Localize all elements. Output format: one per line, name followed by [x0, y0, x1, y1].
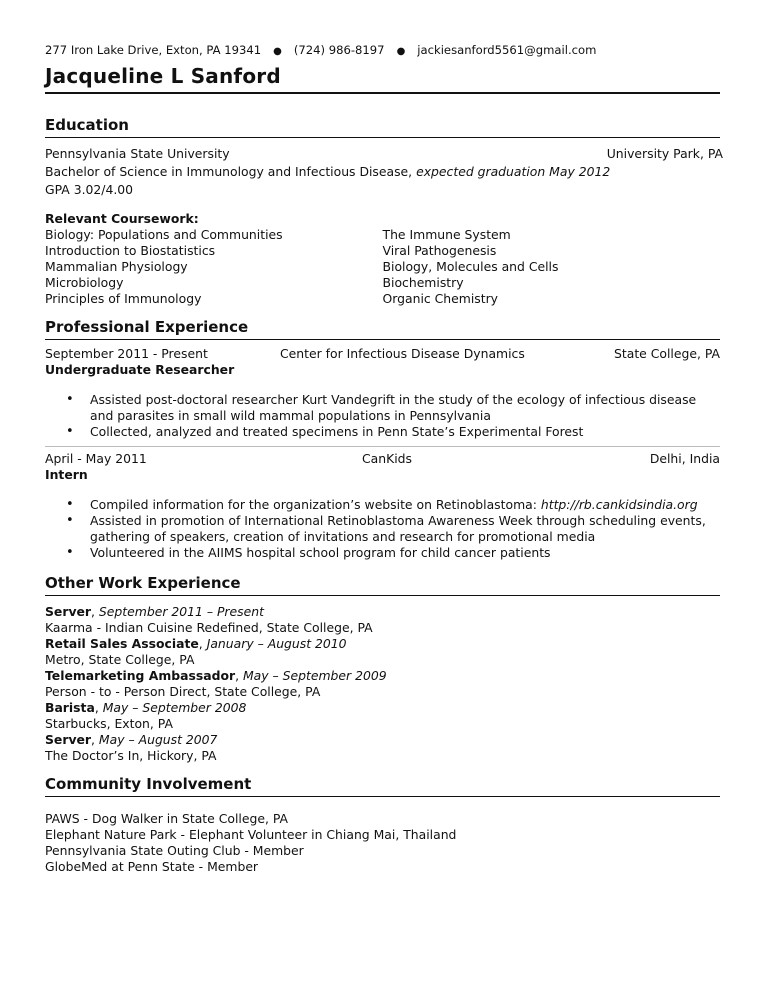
- job-bullet: • Collected, analyzed and treated specimens in Penn State’s Experimental Forest: [90, 424, 720, 440]
- gpa: GPA 3.02/4.00: [45, 182, 134, 197]
- work-dates: January – August 2010: [206, 636, 347, 651]
- job-divider: [45, 446, 720, 447]
- job-header-row: [45, 346, 720, 362]
- work-place: Person - to - Person Direct, State College, PA: [45, 684, 321, 699]
- job-bullets: [45, 497, 720, 561]
- graduation-date: expected graduation May 2012: [416, 164, 611, 179]
- work-item: Server, September 2011 – Present: [45, 604, 264, 619]
- school-row: [45, 146, 723, 162]
- job-bullet-text: Compiled information for the organization’s website on Retinoblastoma:: [90, 497, 541, 512]
- job-bullet: • Assisted in promotion of International Retinoblastoma Awareness Week through scheduling events, gathering of speakers, creation of invitations and research for promotional media: [90, 513, 720, 545]
- job-dates: April - May 2011: [45, 451, 147, 466]
- job-location: Delhi, India: [649, 451, 720, 466]
- section-divider: [45, 796, 720, 797]
- applicant-name: Jacqueline L Sanford: [45, 64, 281, 88]
- work-role: Server: [45, 732, 92, 747]
- section-title-education: Education: [45, 116, 129, 134]
- work-dates: May – September 2009: [242, 668, 387, 683]
- community-item: Elephant Nature Park - Elephant Volunteer in Chiang Mai, Thailand: [45, 827, 457, 842]
- work-dates: May – August 2007: [98, 732, 218, 747]
- course-item: Organic Chemistry: [382, 291, 499, 306]
- work-item: Barista, May – September 2008: [45, 700, 247, 715]
- section-divider: [45, 137, 720, 138]
- job-bullet: [90, 497, 720, 513]
- work-item: Retail Sales Associate, January – August 2010: [45, 636, 347, 651]
- job-location: State College, PA: [614, 346, 720, 361]
- section-title-other-work: Other Work Experience: [45, 574, 241, 592]
- work-place: The Doctor’s In, Hickory, PA: [45, 748, 217, 763]
- section-divider: [45, 339, 720, 340]
- work-item: Telemarketing Ambassador, May – September 2009: [45, 668, 387, 683]
- contact-address: 277 Iron Lake Drive, Exton, PA 19341: [45, 43, 262, 57]
- job-bullets: [45, 392, 720, 440]
- job-organization: Center for Infectious Disease Dynamics: [280, 346, 525, 361]
- job-header-row: [45, 451, 720, 467]
- section-divider: [45, 595, 720, 596]
- degree: Bachelor of Science in Immunology and Infectious Disease,: [45, 164, 413, 179]
- course-item: Microbiology: [45, 275, 124, 290]
- course-item: Mammalian Physiology: [45, 259, 188, 274]
- work-role: Server: [45, 604, 92, 619]
- work-role: Retail Sales Associate: [45, 636, 199, 651]
- job-role: Intern: [45, 467, 88, 482]
- separator-dot: ●: [396, 46, 406, 57]
- course-item: Biochemistry: [382, 275, 464, 290]
- work-role: Telemarketing Ambassador: [45, 668, 236, 683]
- course-item: Viral Pathogenesis: [382, 243, 497, 258]
- community-item: GlobeMed at Penn State - Member: [45, 859, 259, 874]
- section-title-professional: Professional Experience: [45, 318, 249, 336]
- job-role: Undergraduate Researcher: [45, 362, 235, 377]
- job-bullet: • Assisted post-doctoral researcher Kurt Vandegrift in the study of the ecology of infectious disease and parasites in small wild mammal populations in Pennsylvania: [90, 392, 720, 424]
- contact-phone: (724) 986-8197: [293, 43, 385, 57]
- work-place: Metro, State College, PA: [45, 652, 195, 667]
- coursework-right-column: [383, 227, 721, 307]
- coursework-label: Relevant Coursework:: [45, 211, 199, 226]
- work-role: Barista: [45, 700, 95, 715]
- contact-line: [45, 42, 720, 58]
- work-place: Kaarma - Indian Cuisine Redefined, State College, PA: [45, 620, 373, 635]
- course-item: Biology: Populations and Communities: [45, 227, 283, 242]
- work-place: Starbucks, Exton, PA: [45, 716, 173, 731]
- work-item: Server, May – August 2007: [45, 732, 218, 747]
- contact-email: jackiesanford5561@gmail.com: [417, 43, 597, 57]
- website-link[interactable]: http://rb.cankidsindia.org: [540, 497, 698, 512]
- work-dates: September 2011 – Present: [98, 604, 264, 619]
- coursework-left-column: [45, 227, 383, 307]
- school-name: Pennsylvania State University: [45, 146, 230, 161]
- resume-page: [45, 42, 723, 875]
- community-item: Pennsylvania State Outing Club - Member: [45, 843, 304, 858]
- course-item: Biology, Molecules and Cells: [382, 259, 559, 274]
- course-item: The Immune System: [382, 227, 511, 242]
- job-organization: CanKids: [362, 451, 412, 466]
- course-item: Introduction to Biostatistics: [45, 243, 216, 258]
- separator-dot: ●: [273, 46, 282, 57]
- section-title-community: Community Involvement: [45, 775, 252, 793]
- job-dates: September 2011 - Present: [45, 346, 208, 361]
- work-dates: May – September 2008: [102, 700, 247, 715]
- degree-line: [45, 164, 720, 180]
- school-location: University Park, PA: [606, 146, 723, 161]
- job-bullet: • Volunteered in the AIIMS hospital school program for child cancer patients: [90, 545, 720, 561]
- community-item: PAWS - Dog Walker in State College, PA: [45, 811, 288, 826]
- course-item: Principles of Immunology: [45, 291, 202, 306]
- coursework-list: [45, 227, 720, 307]
